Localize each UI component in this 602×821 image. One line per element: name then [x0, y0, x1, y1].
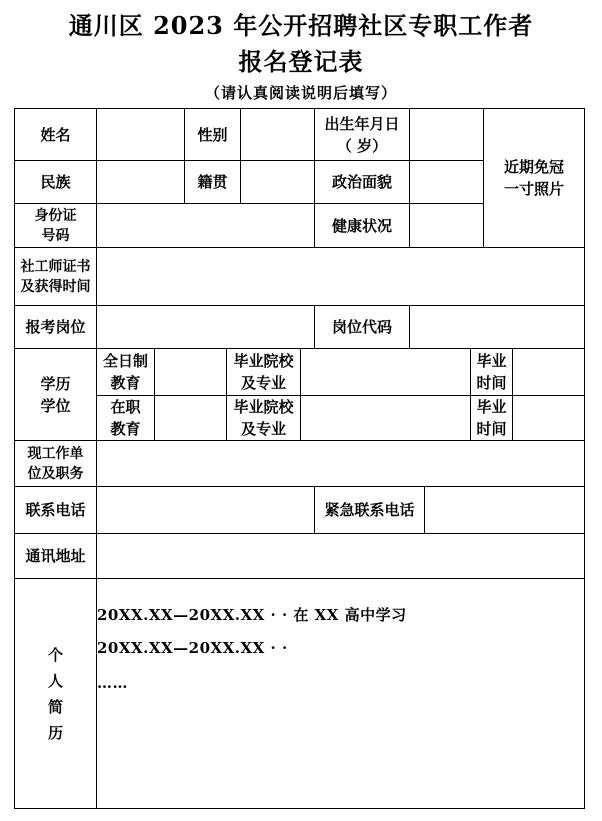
id-label-line1: 身份证 [34, 207, 77, 224]
photo-label-line1: 近期免冠 [503, 158, 564, 176]
education-label [15, 349, 96, 440]
gender-label: 性别 [197, 125, 228, 144]
resume-label-char: 历 [47, 723, 63, 742]
onjob-grad-time-field[interactable] [513, 396, 584, 440]
school1-label-line1: 毕业院校 [233, 352, 294, 370]
onjob-education-field[interactable] [155, 396, 226, 440]
onjob-education-label [97, 396, 154, 440]
school2-label-line2: 及专业 [240, 420, 286, 438]
social-cert-label-line1: 社工师证书 [20, 258, 91, 275]
social-cert-label-line2: 及获得时间 [20, 278, 91, 295]
native-place-field[interactable] [241, 161, 314, 203]
social-cert-label [15, 248, 96, 305]
ethnicity-label: 民族 [40, 173, 71, 191]
fulltime-label-line2: 教育 [110, 374, 141, 392]
birth-date-label-line2: （ 岁） [336, 136, 388, 155]
position-applied-field[interactable] [97, 306, 314, 348]
name-field[interactable] [97, 109, 184, 160]
position-code-label: 岗位代码 [331, 318, 392, 336]
table-border [14, 808, 585, 809]
form-subtitle-title: 报名登记表 [238, 47, 364, 76]
form-instruction: （请认真阅读说明后填写） [204, 84, 397, 102]
gradtime1-label-line1: 毕业 [476, 352, 507, 370]
phone-field[interactable] [97, 487, 314, 533]
emergency-phone-label: 紧急联系电话 [324, 501, 415, 519]
education-label-line1: 学历 [40, 374, 71, 393]
resume-line-3: …… [97, 674, 128, 692]
position-code-field[interactable] [410, 306, 584, 348]
gradtime2-label-line2: 时间 [476, 420, 507, 438]
id-number-field[interactable] [97, 204, 314, 247]
id-number-label [15, 204, 96, 247]
current-work-label-line2: 位及职务 [27, 465, 84, 482]
fulltime-grad-time-field[interactable] [513, 349, 584, 395]
school1-label-line2: 及专业 [240, 374, 286, 392]
political-status-field[interactable] [410, 161, 483, 203]
resume-label-char: 个 [47, 645, 63, 664]
name-label: 姓名 [40, 125, 71, 144]
position-applied-label: 报考岗位 [25, 318, 86, 336]
gradtime1-label-line2: 时间 [476, 374, 507, 392]
resume-label-char: 简 [47, 697, 63, 716]
fulltime-grad-time-label [471, 349, 512, 395]
address-label: 通讯地址 [25, 547, 86, 565]
form-title: 通川区 2023 年公开招聘社区专职工作者 [68, 11, 534, 40]
social-cert-field[interactable] [97, 248, 584, 305]
phone-label: 联系电话 [25, 501, 86, 519]
ethnicity-field[interactable] [97, 161, 184, 203]
fulltime-label-line1: 全日制 [102, 352, 148, 370]
resume-line-2: 20XX.XX—20XX.XX · · [97, 639, 288, 657]
birth-date-label [315, 109, 409, 160]
address-field[interactable] [97, 534, 584, 578]
photo-placeholder[interactable] [484, 109, 584, 247]
birth-date-field[interactable] [410, 109, 483, 160]
education-label-line2: 学位 [40, 396, 71, 415]
gradtime2-label-line1: 毕业 [476, 398, 507, 416]
onjob-grad-time-label [471, 396, 512, 440]
resume-label [15, 579, 96, 808]
fulltime-school-field[interactable] [301, 349, 470, 395]
table-border [584, 108, 585, 809]
health-field[interactable] [410, 204, 483, 247]
gender-field[interactable] [241, 109, 314, 160]
school2-label-line1: 毕业院校 [233, 398, 294, 416]
native-place-label: 籍贯 [197, 173, 228, 191]
onjob-label-line1: 在职 [110, 398, 141, 416]
birth-date-label-line1: 出生年月日 [324, 114, 400, 133]
current-work-field[interactable] [97, 441, 584, 486]
health-label: 健康状况 [331, 216, 392, 235]
onjob-school-field[interactable] [301, 396, 470, 440]
photo-label-line2: 一寸照片 [503, 180, 564, 198]
onjob-school-label [227, 396, 300, 440]
current-work-label-line1: 现工作单 [27, 445, 84, 462]
current-work-label [15, 441, 96, 486]
fulltime-education-label [97, 349, 154, 395]
onjob-label-line2: 教育 [110, 420, 141, 438]
resume-line-1: 20XX.XX—20XX.XX · · 在 XX 高中学习 [97, 606, 407, 624]
fulltime-education-field[interactable] [155, 349, 226, 395]
political-status-label: 政治面貌 [331, 173, 392, 191]
resume-label-char: 人 [47, 671, 63, 690]
id-label-line2: 号码 [41, 227, 70, 244]
emergency-phone-field[interactable] [425, 487, 584, 533]
fulltime-school-label [227, 349, 300, 395]
